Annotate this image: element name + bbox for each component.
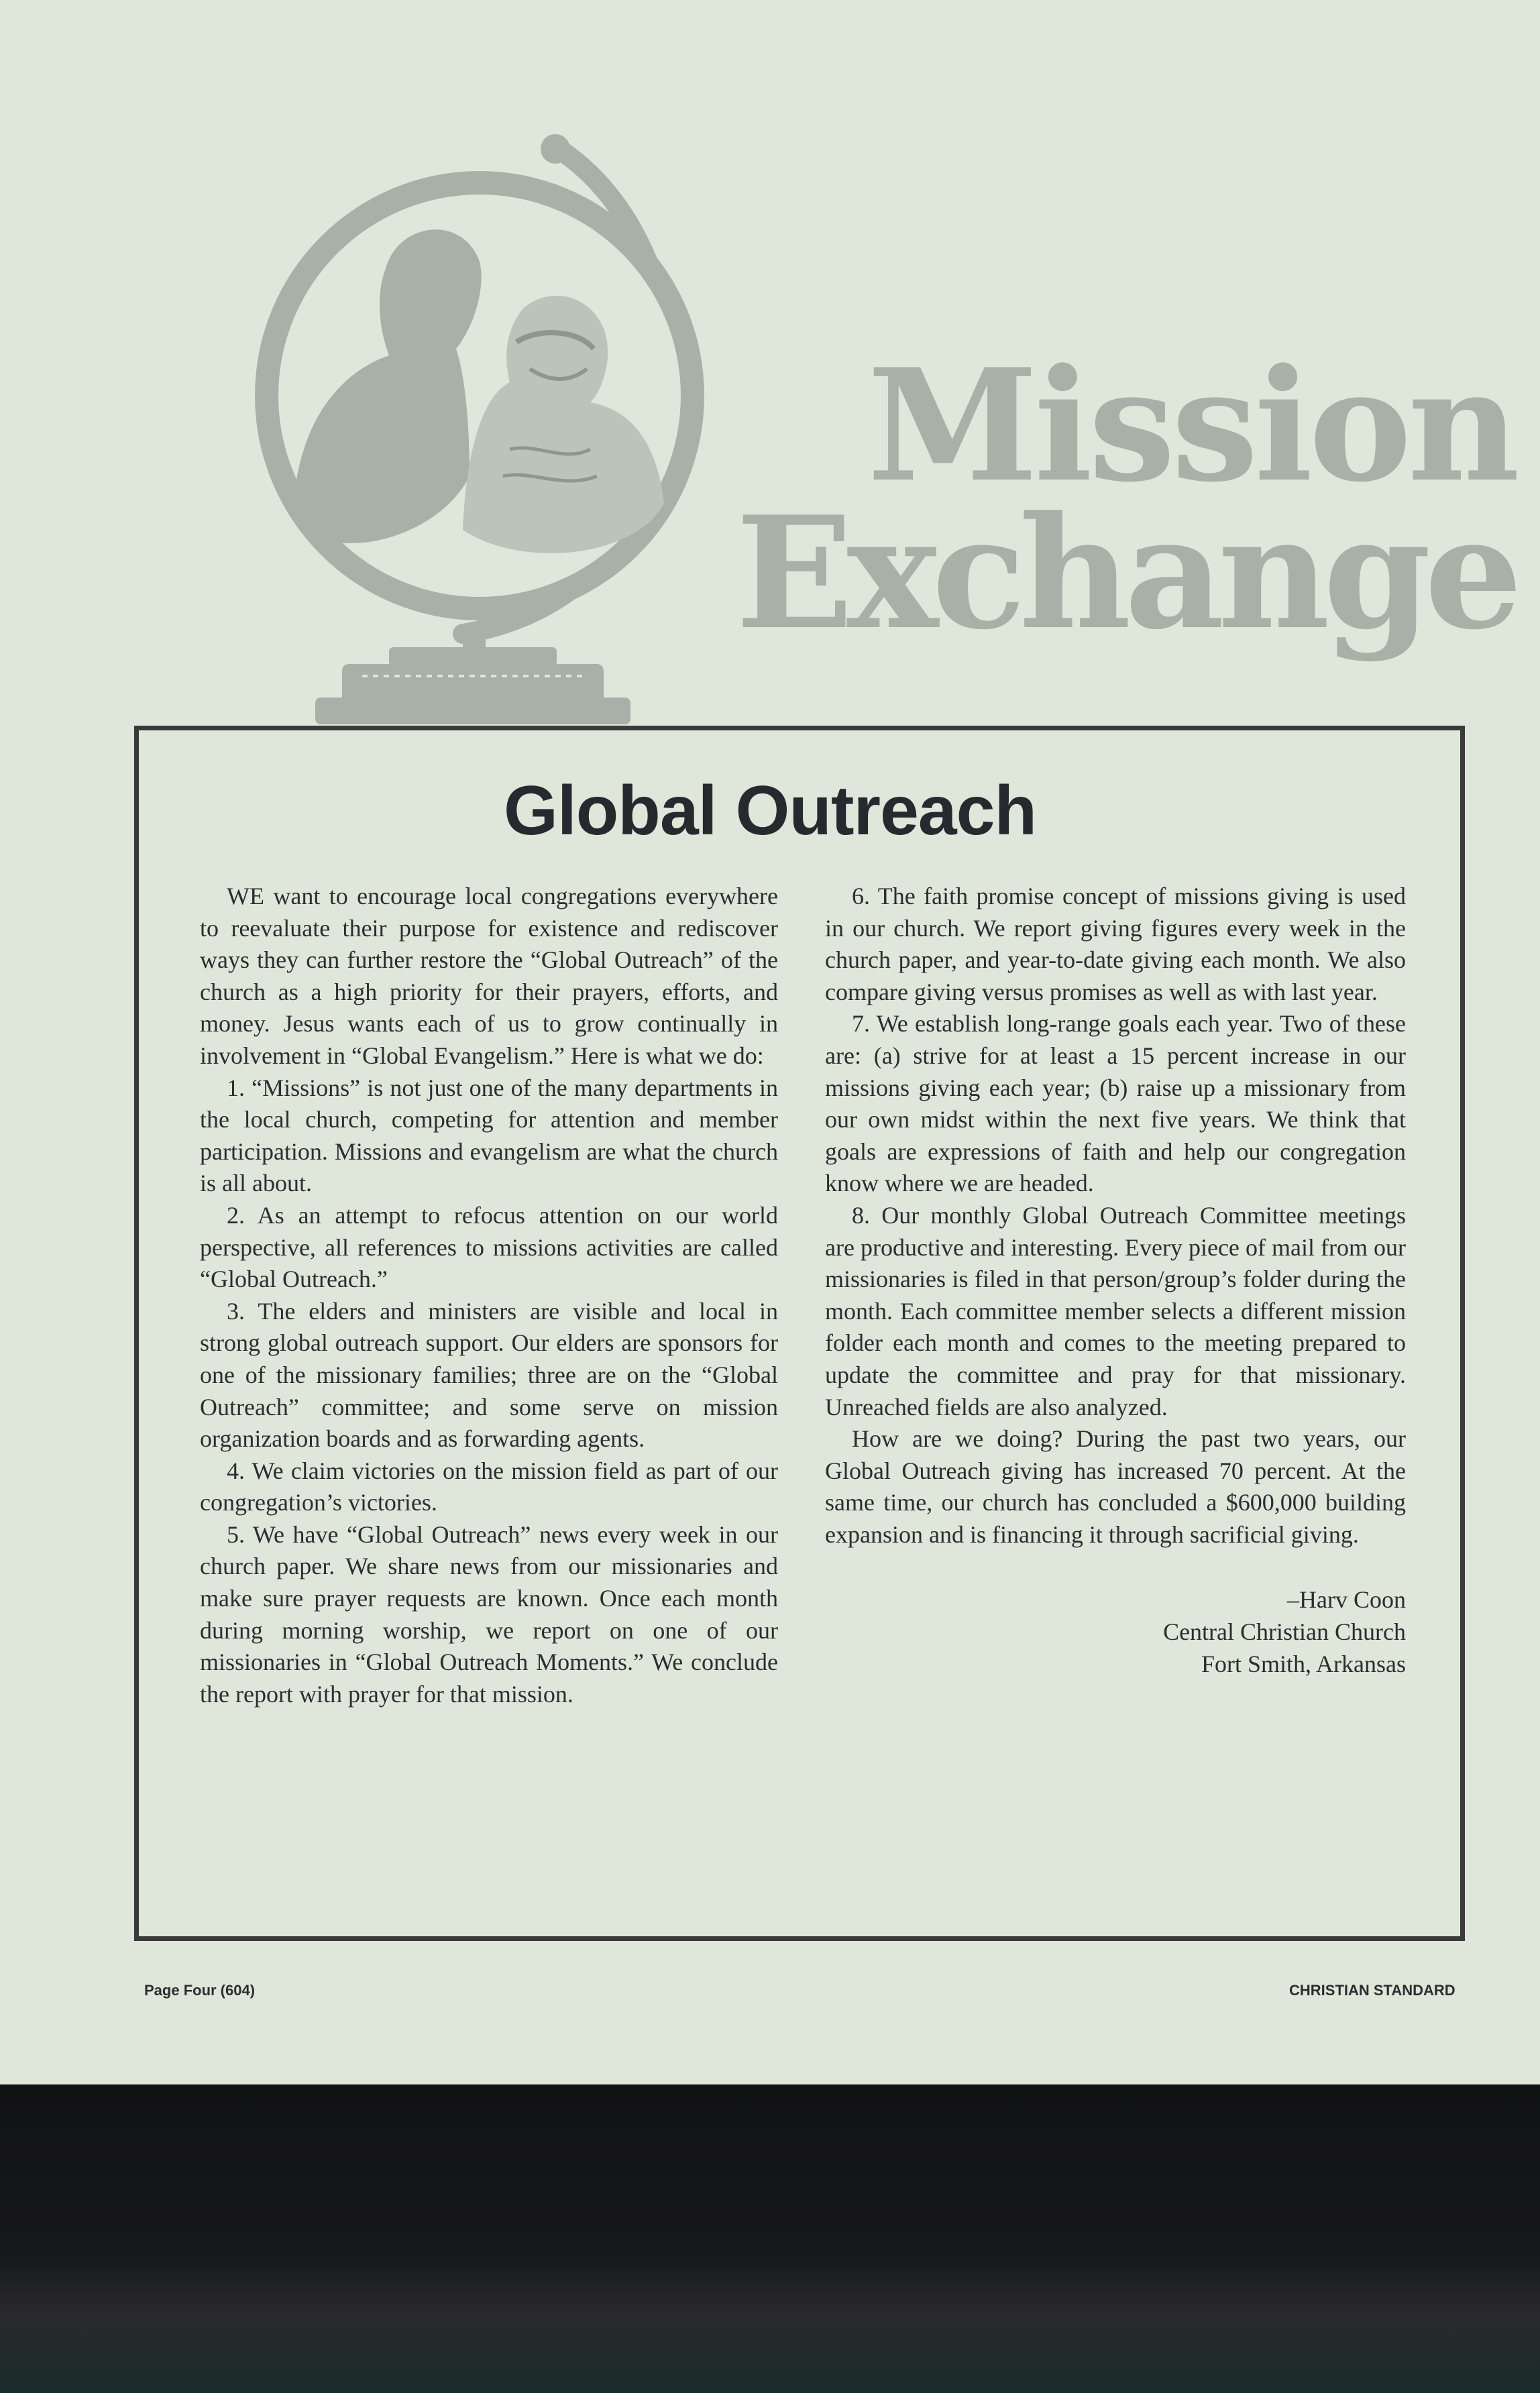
article-column-left [200,881,778,1710]
scan-background [0,2084,1540,2393]
signature-block [825,1584,1406,1680]
paragraph-point-1: 1. “Missions” is not just one of the many departments in the local church, competing for attention and member participation. Missions and evangelism are what the church is all about. [200,1074,778,1197]
paragraph-point-2: 2. As an attempt to refocus attention on our world perspective, all references to missions activities are called “Global Outreach.” [200,1201,778,1293]
paragraph-intro: WE want to encourage local congregations everywhere to reevaluate their purpose for existence and rediscover ways they can further restore the “Global Outreach” of the church as a high priority for their prayers, efforts, and money. Jesus wants each of us to grow continually in involvement in “Global Evangelism.” Here is what we do: [200,883,778,1069]
signature-location: Fort Smith, Arkansas [1201,1650,1406,1677]
article-column-right [825,881,1406,1680]
paragraph-point-4: 4. We claim victories on the mission field as part of our congregation’s victories. [200,1457,778,1516]
paragraph-point-5: 5. We have “Global Outreach” news every week in our church paper. We share news from our missionaries and make sure prayer requests are known. Once each month during morning worship, we report on one of our missionaries in “Global Outreach Moments.” We conclude the report with prayer for that mission. [200,1520,778,1708]
paragraph-point-8: 8. Our monthly Global Outreach Committee meetings are productive and interesting. Every piece of mail from our missionaries is filed in that person/group’s folder during the month. Each committee member selects a different mission folder each month and comes to the meeting prepared to update the committee and pray for that missionary. Unreached fields are also analyzed. [825,1201,1406,1421]
signature-author: –Harv Coon [1287,1586,1406,1614]
paragraph-point-3: 3. The elders and ministers are visible and local in strong global outreach support. Our elders are sponsors for one of the missionary families; three are on the “Global Outreach” committee; and some serve on mission organization boards and as forwarding agents. [200,1297,778,1453]
publication-name: CHRISTIAN STANDARD [1289,1982,1455,1999]
signature-church: Central Christian Church [1163,1618,1406,1646]
page-number: Page Four (604) [144,1982,256,1999]
globe-illustration [241,127,751,731]
masthead-line-exchange: Exchange [735,483,1516,664]
paragraph-point-6: 6. The faith promise concept of missions giving is used in our church. We report giving figures every week in the church paper, and year-to-date giving each month. We also compare giving versus promises as well as with last year. [825,883,1406,1005]
masthead-line-mission: Mission [867,335,1516,516]
paragraph-conclusion: How are we doing? During the past two years, our Global Outreach giving has increased 70 percent. At the same time, our church has concluded a $600,000 building expansion and is financing it through sacrificial giving. [825,1425,1406,1548]
masthead-title [698,335,1516,664]
paragraph-point-7: 7. We establish long-range goals each year. Two of these are: (a) strive for at least a 15 percent increase in our missions giving each year; (b) raise up a missionary from our own midst within the next five years. We think that goals are expressions of faith and help our congregation know where we are headed. [825,1010,1406,1197]
article-headline: Global Outreach [503,772,1037,850]
